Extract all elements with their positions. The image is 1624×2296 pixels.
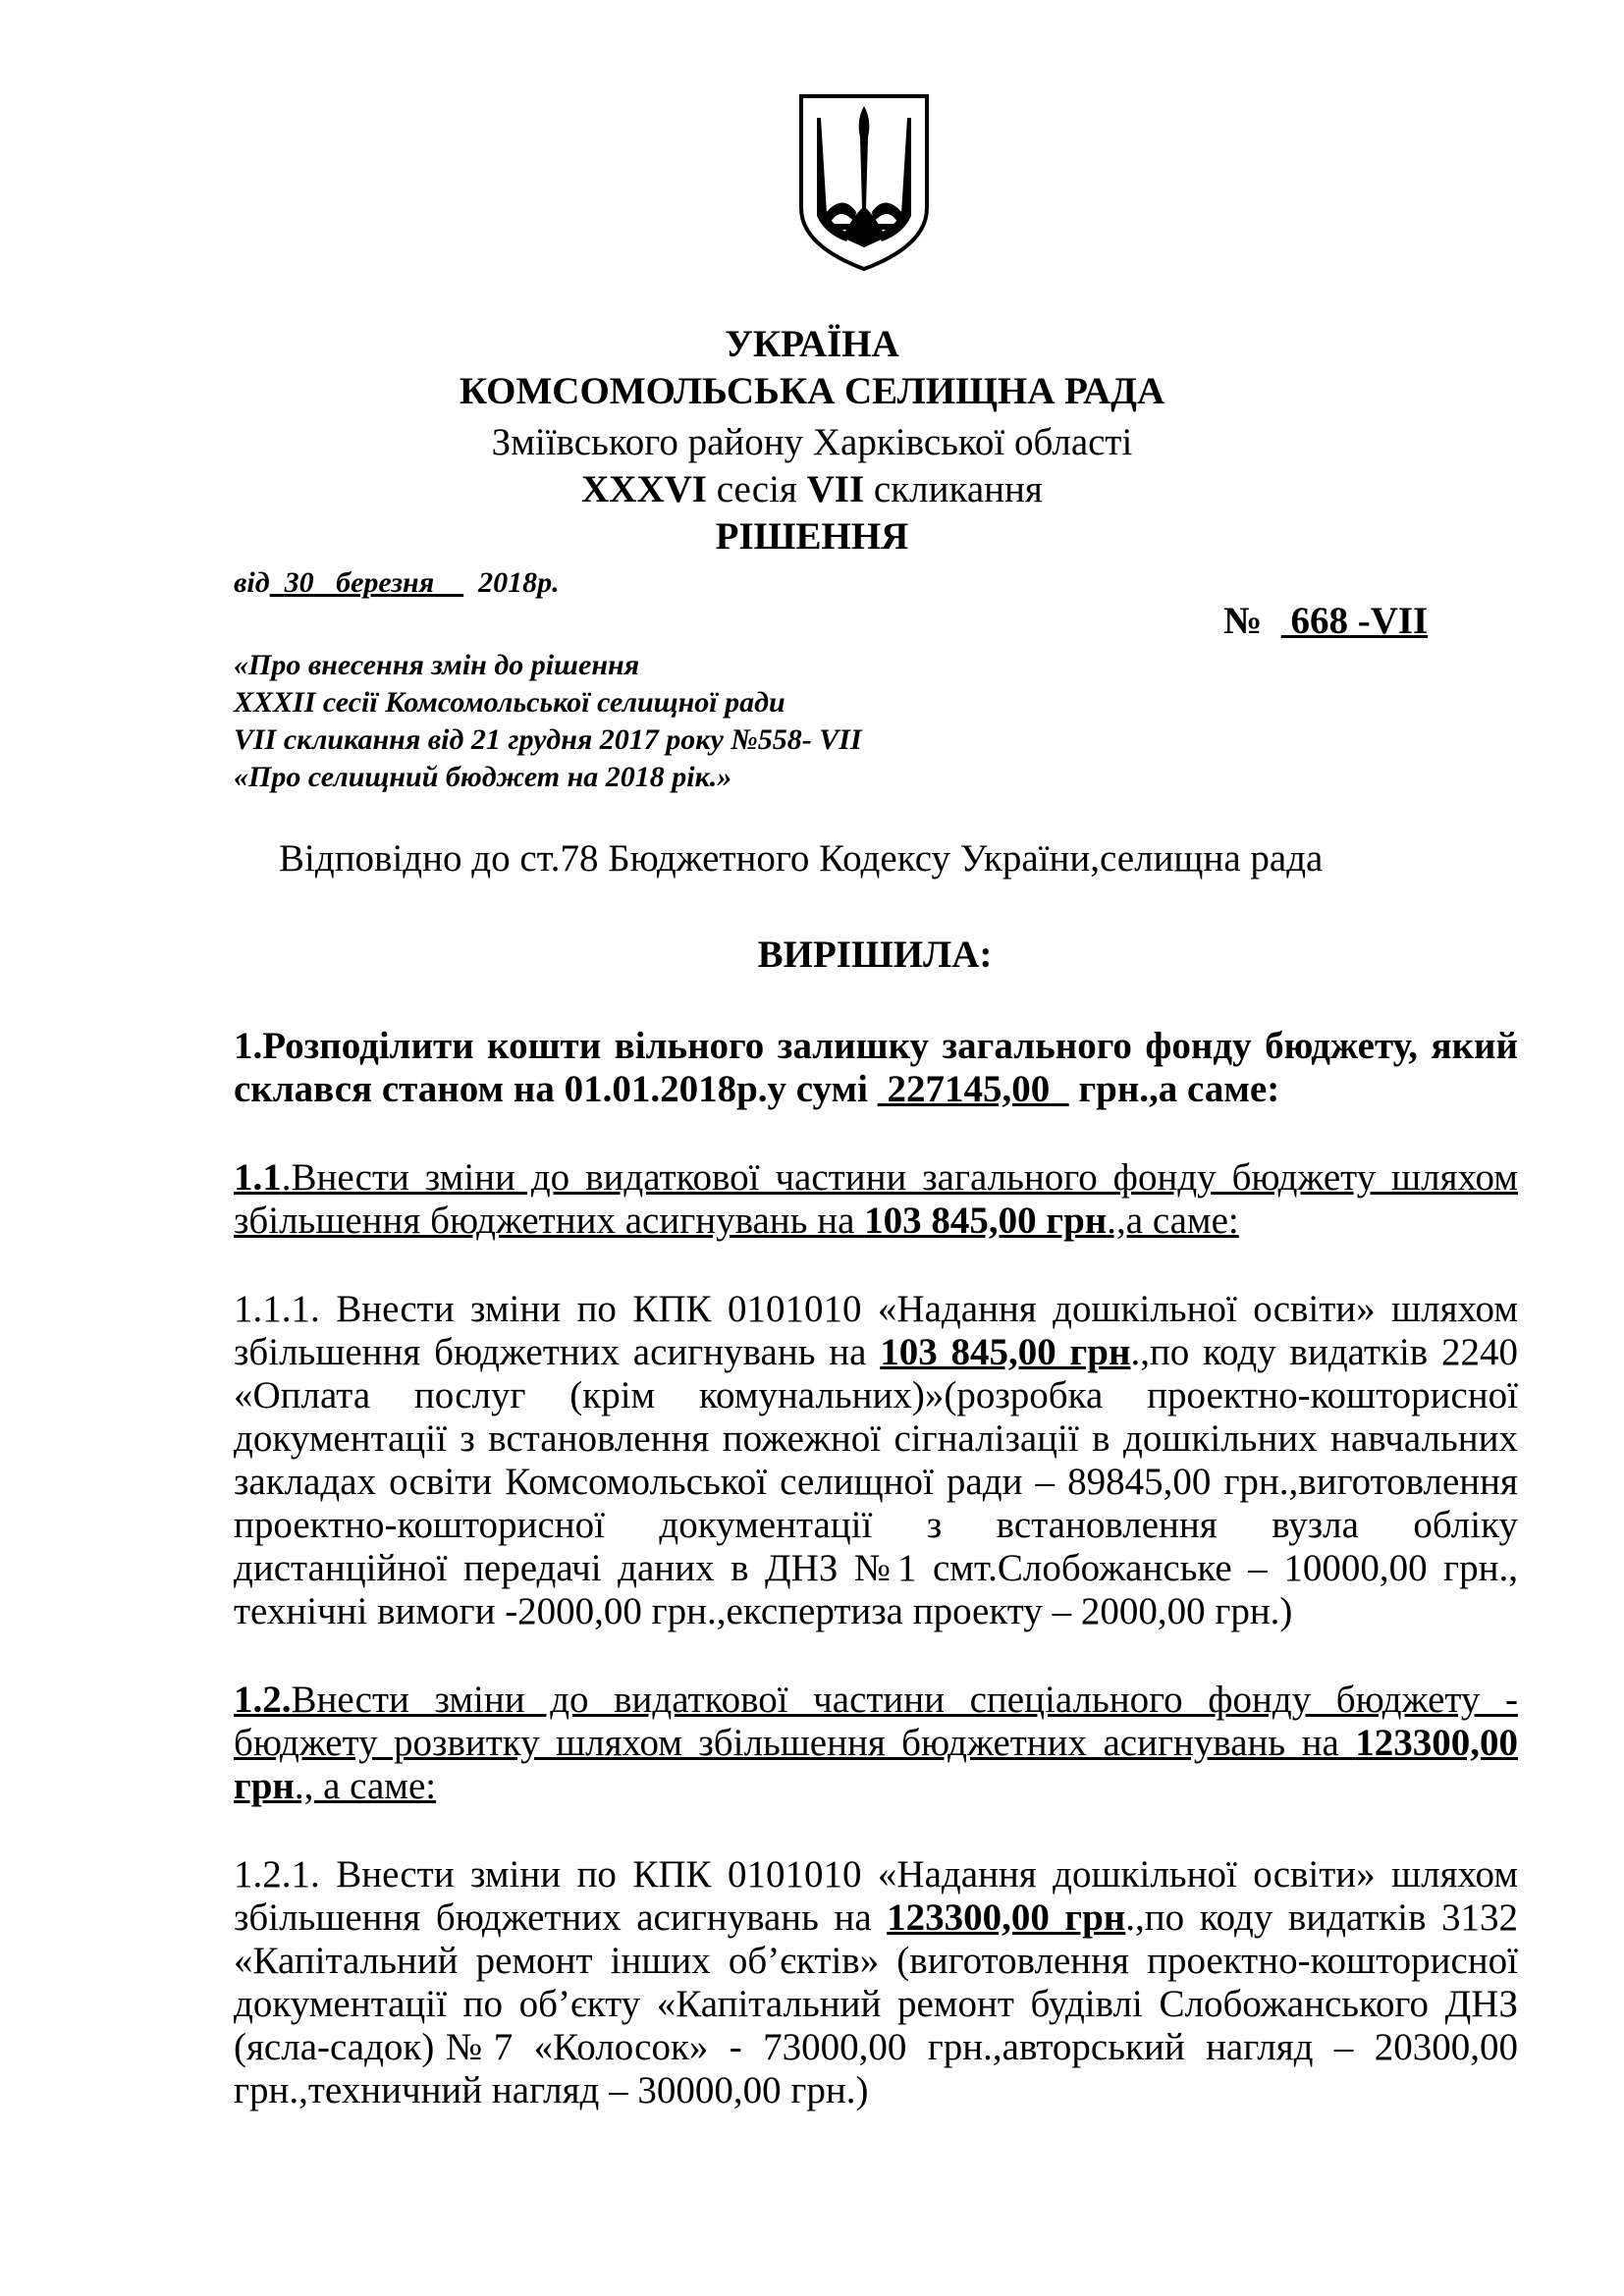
- item-1-line-2: склався станом на 01.01.2018р.у сумі 227145,00 грн.,а саме:: [234, 1068, 1280, 1110]
- item-1-1: [234, 1156, 1518, 1243]
- item-1-1-1-line-3: «Оплата послуг (крім комунальних)»(розробка проектно-кошторисної: [234, 1374, 1518, 1416]
- item-1-2-1-line-6: грн.,техничний нагляд – 30000,00 грн.): [234, 2069, 869, 2111]
- decision-number: [1223, 599, 1428, 644]
- item-1-1-line-2: збільшення бюджетних асигнувань на 103 845,00 грн.,а саме:: [234, 1200, 1239, 1242]
- item-1-2-line-1: 1.2.Внести зміни до видаткової частини спеціального фонду бюджету -: [234, 1679, 1518, 1721]
- number-label: №: [1223, 600, 1263, 642]
- resolved-heading: ВИРІШИЛА:: [757, 934, 993, 976]
- council-title: КОМСОМОЛЬСЬКА СЕЛИЩНА РАДА: [459, 370, 1165, 412]
- item-1-2-1-line-2: збільшення бюджетних асигнувань на 123300,00 грн.,по коду видатків 3132: [234, 1896, 1518, 1939]
- country-title: УКРАЇНА: [725, 323, 899, 365]
- item-1-1-1-line-6: проектно-кошторисної документації з встановлення вузла обліку: [234, 1504, 1518, 1546]
- date-day: 30 березня: [284, 566, 435, 599]
- item-1-amount: 227145,00: [887, 1068, 1051, 1110]
- number-value: 668 -VII: [1290, 600, 1429, 642]
- subject-line-4: «Про селищний бюджет на 2018 рік.»: [234, 761, 732, 793]
- coat-of-arms-icon: [791, 90, 937, 273]
- preamble: Відповідно до ст.78 Бюджетного Кодексу України,селищна рада: [279, 837, 1324, 880]
- date-year: 2018р.: [478, 566, 560, 599]
- session-word: сесія: [706, 468, 807, 510]
- item-1-2: [234, 1679, 1518, 1808]
- convocation-word: скликання: [864, 468, 1043, 510]
- item-1-2-1: [234, 1853, 1518, 2112]
- item-1-2-number: 1.2.: [234, 1679, 292, 1721]
- item-1-1-amount: 103 845,00 грн: [864, 1200, 1108, 1242]
- item-1-1-1: [234, 1288, 1518, 1633]
- decision-date: [234, 565, 560, 601]
- item-1-1-number: 1.1: [234, 1156, 282, 1199]
- session-number: XXXVI: [581, 468, 707, 510]
- session-line: [0, 467, 1624, 512]
- subject-line-2: XXXII сесії Комсомольської селищної ради: [234, 686, 785, 719]
- subject-line-3: VII скликання від 21 грудня 2017 року №558- VII: [234, 723, 862, 756]
- item-1-2-1-line-3: «Капітальний ремонт інших об’єктів» (виготовлення проектно-кошторисної: [234, 1940, 1518, 1982]
- item-1-1-1-line-8: технічні вимоги -2000,00 грн.,експертиза проекту – 2000,00 грн.): [234, 1590, 1293, 1632]
- item-1-2-1-line-5: (ясла-садок)№7 «Колосок» - 73000,00 грн.,авторський нагляд – 20300,00: [234, 2026, 1518, 2068]
- district-subtitle: Зміївського району Харківської області: [491, 421, 1133, 463]
- item-1-1-1-line-5: закладах освіти Комсомольської селищної ради – 89845,00 грн.,виготовлення: [234, 1461, 1518, 1503]
- item-1-2-currency: грн: [234, 1765, 295, 1807]
- item-1-2-amount: 123300,00: [1355, 1722, 1518, 1764]
- document-type-title: РІШЕННЯ: [715, 515, 909, 558]
- item-1-2-1-line-4: документації по об’єкту «Капітальний ремонт будівлі Слобожанського ДНЗ: [234, 1983, 1518, 2025]
- item-1-line-1: 1.Розподілити кошти вільного залишку загального фонду бюджету, який: [234, 1025, 1518, 1067]
- date-prefix: від: [234, 566, 270, 599]
- subject-line-1: «Про внесення змін до рішення: [234, 649, 640, 681]
- item-1-1-1-line-1: 1.1.1. Внести зміни по КПК 0101010 «Надання дошкільної освіти» шляхом: [234, 1288, 1518, 1330]
- item-1: [234, 1025, 1518, 1111]
- item-1-2-1-line-1: 1.2.1. Внести зміни по КПК 0101010 «Надання дошкільної освіти» шляхом: [234, 1853, 1518, 1896]
- item-1-2-1-amount: 123300,00 грн: [887, 1896, 1126, 1939]
- item-1-2-line-2: бюджету розвитку шляхом збільшення бюджетних асигнувань на 123300,00: [234, 1722, 1518, 1764]
- convocation-number: VII: [806, 468, 865, 510]
- item-1-1-1-amount: 103 845,00 грн: [880, 1331, 1131, 1373]
- item-1-1-1-line-2: збільшення бюджетних асигнувань на 103 845,00 грн.,по коду видатків 2240: [234, 1331, 1518, 1373]
- item-1-1-1-line-4: документації з встановлення пожежної сігналізації в дошкільних навчальних: [234, 1417, 1518, 1460]
- item-1-1-line-1: 1.1.Внести зміни до видаткової частини загального фонду бюджету шляхом: [234, 1156, 1518, 1199]
- item-1-2-line-3: грн., а саме:: [234, 1765, 437, 1807]
- item-1-1-1-line-7: дистанційної передачі даних в ДНЗ №1 смт.Слобожанське – 10000,00 грн.,: [234, 1547, 1518, 1589]
